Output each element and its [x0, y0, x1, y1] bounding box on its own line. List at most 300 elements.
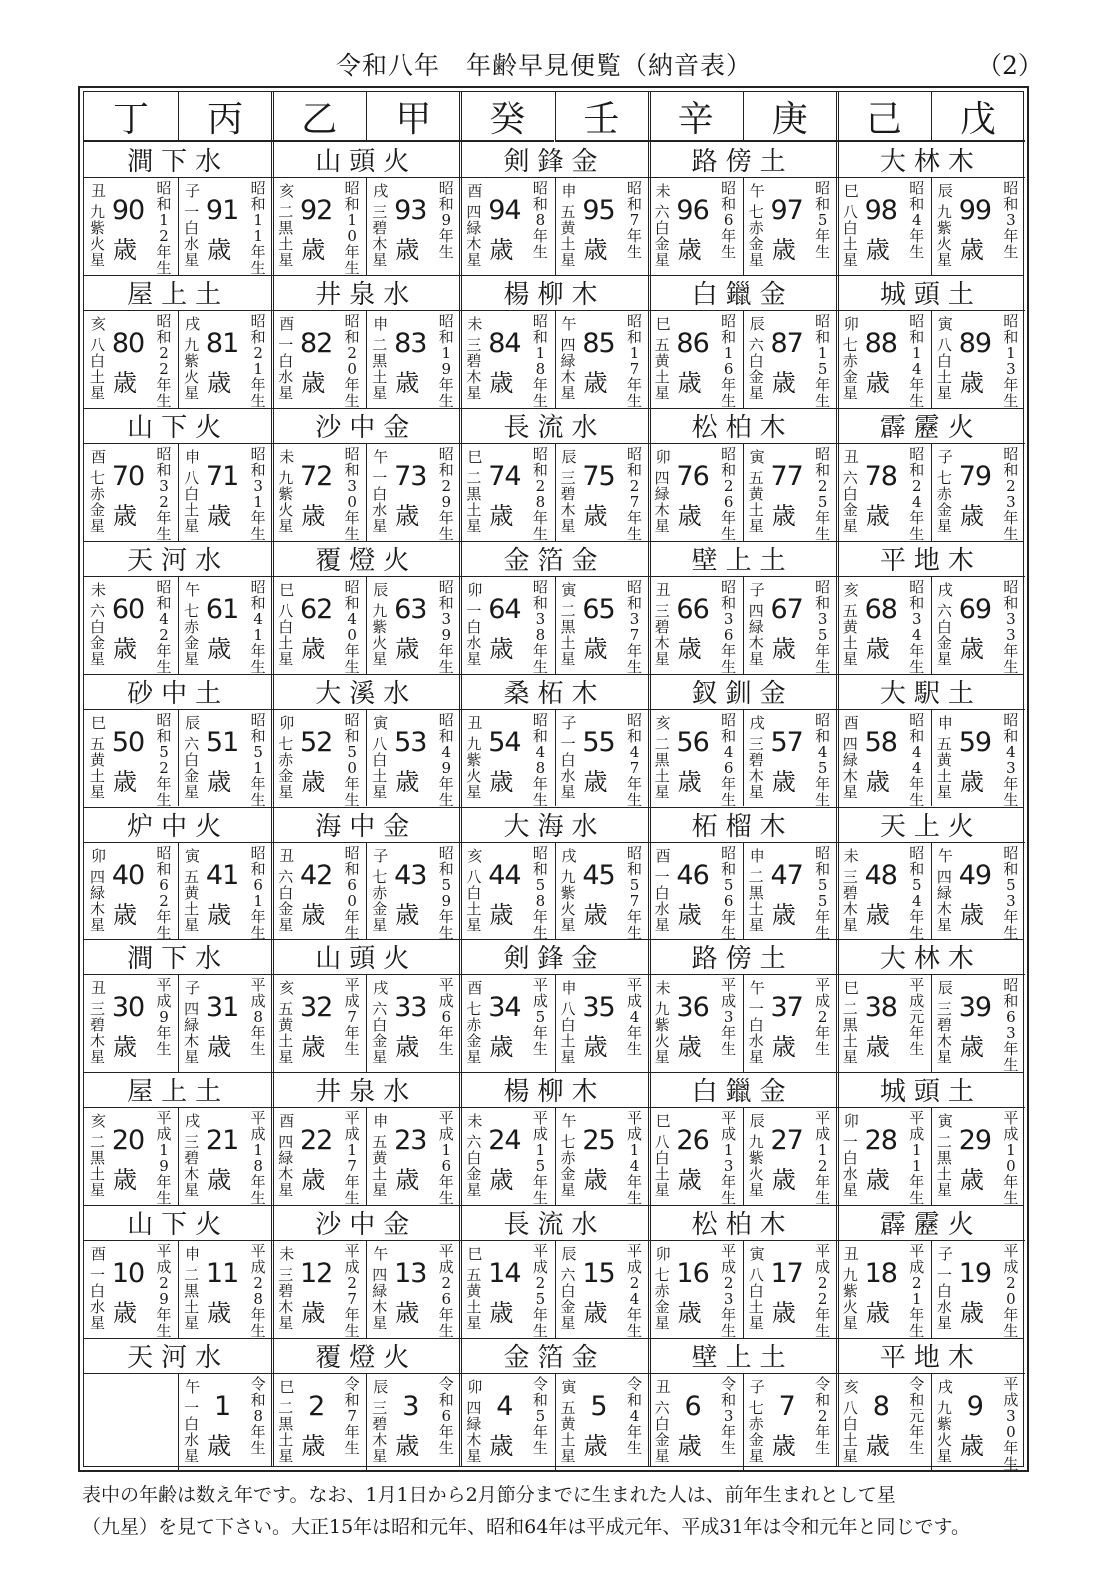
zodiac-sign: 辰 — [561, 447, 577, 466]
nine-star: 五黄土星 — [560, 203, 576, 269]
age-suffix: 歳 — [771, 1299, 796, 1328]
age-number: 71 — [205, 460, 239, 492]
age-number: 5 — [590, 1391, 607, 1423]
age-suffix: 歳 — [301, 1166, 326, 1195]
birth-year: 昭和23年生 — [1003, 444, 1019, 543]
birth-year: 昭和13年生 — [1003, 311, 1019, 410]
age-suffix: 歳 — [113, 368, 137, 397]
zodiac-sign: 酉 — [655, 846, 671, 865]
age-suffix: 歳 — [959, 900, 984, 929]
age-number: 92 — [300, 195, 333, 226]
zodiac-sign: 寅 — [561, 580, 577, 599]
age-number: 22 — [300, 1125, 333, 1157]
age-cell — [555, 1241, 649, 1341]
zodiac-sign: 辰 — [749, 1112, 765, 1131]
age-number: 83 — [394, 327, 427, 359]
birth-year: 昭和19年生 — [438, 311, 454, 410]
zodiac-sign: 寅 — [937, 1112, 953, 1131]
nayin-label: 井泉水 — [272, 1072, 460, 1108]
age-cell — [84, 577, 178, 676]
age-cell — [272, 710, 366, 809]
age-number: 1 — [214, 1391, 231, 1423]
age-cell — [743, 311, 837, 410]
birth-year: 平成7年生 — [344, 976, 360, 1059]
nine-star: 七赤金星 — [372, 867, 388, 934]
age-cell — [555, 444, 649, 543]
age-suffix: 歳 — [677, 501, 702, 530]
age-cell — [743, 178, 837, 274]
stem-header: 癸 — [460, 92, 554, 142]
birth-year: 平成18年生 — [250, 1109, 266, 1208]
age-suffix: 歳 — [865, 1033, 890, 1062]
age-cell — [178, 1374, 272, 1470]
age-suffix: 歳 — [489, 634, 514, 663]
zodiac-sign: 丑 — [655, 1378, 671, 1397]
age-cell — [272, 311, 366, 410]
birth-year: 令和4年生 — [626, 1375, 642, 1458]
nine-star: 六白金星 — [748, 335, 764, 402]
age-suffix: 歳 — [207, 900, 232, 929]
nine-star: 九紫火星 — [560, 867, 576, 934]
nayin-label: 柘榴木 — [649, 807, 837, 843]
age-suffix: 歳 — [489, 767, 514, 796]
nine-star: 九紫火星 — [372, 601, 388, 668]
age-number: 69 — [958, 593, 992, 625]
age-number: 43 — [394, 859, 427, 891]
nayin-label: 覆燈火 — [272, 1338, 460, 1374]
nine-star: 一白水星 — [560, 734, 576, 801]
birth-year: 昭和55年生 — [815, 843, 831, 942]
age-number: 72 — [300, 460, 333, 492]
age-number: 44 — [488, 859, 521, 891]
age-number: 81 — [205, 327, 239, 359]
birth-year: 平成24年生 — [626, 1242, 642, 1341]
nayin-label: 屋上土 — [84, 1072, 272, 1108]
zodiac-sign: 巳 — [655, 314, 671, 333]
age-suffix: 歳 — [771, 634, 796, 663]
zodiac-sign: 丑 — [279, 846, 295, 865]
age-suffix: 歳 — [865, 1166, 890, 1195]
age-number: 7 — [778, 1391, 795, 1423]
zodiac-sign: 寅 — [561, 1378, 577, 1397]
age-number: 20 — [111, 1125, 145, 1157]
age-cell — [178, 1241, 272, 1341]
zodiac-sign: 巳 — [843, 979, 859, 998]
age-number: 36 — [676, 992, 709, 1024]
zodiac-sign: 寅 — [749, 447, 765, 466]
age-cell — [837, 843, 931, 942]
age-number: 55 — [582, 726, 615, 758]
zodiac-sign: 酉 — [91, 447, 107, 466]
age-number: 49 — [958, 859, 992, 891]
age-number: 75 — [582, 460, 615, 492]
zodiac-sign: 申 — [373, 314, 389, 333]
zodiac-sign: 亥 — [843, 580, 859, 599]
zodiac-sign: 午 — [749, 182, 765, 200]
zodiac-sign: 辰 — [373, 1378, 389, 1397]
age-number: 24 — [488, 1125, 521, 1157]
nine-star: 五黄土星 — [936, 734, 952, 801]
age-cell — [555, 975, 649, 1071]
nayin-label: 剣鋒金 — [460, 939, 648, 975]
age-suffix: 歳 — [865, 1299, 890, 1328]
age-number: 11 — [205, 1258, 239, 1290]
age-number: 62 — [300, 593, 333, 625]
zodiac-sign: 丑 — [843, 447, 859, 466]
age-cell — [84, 975, 178, 1071]
age-cell — [272, 843, 366, 942]
nine-star: 二黒土星 — [842, 1000, 858, 1067]
nine-star: 五黄土星 — [560, 1399, 576, 1466]
age-cell — [272, 1374, 366, 1470]
nayin-label: 長流水 — [460, 1205, 648, 1241]
birth-year: 平成15年生 — [532, 1109, 548, 1208]
age-number: 47 — [770, 859, 803, 891]
age-suffix: 歳 — [489, 501, 514, 530]
nine-star: 九紫火星 — [748, 1133, 764, 1200]
age-suffix: 歳 — [865, 767, 890, 796]
birth-year: 平成20年生 — [1003, 1242, 1019, 1341]
age-number: 60 — [111, 593, 145, 625]
age-cell — [649, 311, 743, 410]
age-number: 37 — [770, 992, 803, 1024]
nine-star: 六白金星 — [372, 1000, 388, 1067]
age-suffix: 歳 — [959, 634, 984, 663]
nine-star: 六白金星 — [466, 1133, 482, 1200]
age-cell — [649, 843, 743, 942]
age-cell — [555, 577, 649, 676]
age-cell — [178, 843, 272, 942]
stem-divider — [743, 92, 744, 142]
age-cell — [460, 311, 554, 410]
nine-star: 三碧木星 — [842, 867, 858, 934]
birth-year: 平成27年生 — [344, 1242, 360, 1341]
birth-year: 平成17年生 — [344, 1109, 360, 1208]
age-suffix: 歳 — [771, 767, 796, 796]
age-cell — [366, 975, 460, 1071]
nine-star: 六白金星 — [936, 601, 952, 668]
stem-header: 辛 — [649, 92, 743, 142]
age-number: 15 — [582, 1258, 615, 1290]
nine-star: 四緑木星 — [90, 867, 106, 934]
birth-year: 平成29年生 — [156, 1242, 172, 1341]
age-suffix: 歳 — [771, 501, 796, 530]
age-suffix: 歳 — [301, 767, 326, 796]
age-number: 77 — [770, 460, 803, 492]
age-suffix: 歳 — [959, 1299, 984, 1328]
age-cell — [837, 178, 931, 274]
nine-star: 一白水星 — [654, 867, 670, 934]
birth-year: 平成5年生 — [532, 976, 548, 1059]
nine-star: 六白金星 — [654, 1399, 670, 1466]
age-suffix: 歳 — [865, 368, 890, 397]
age-number: 46 — [676, 859, 709, 891]
nine-star: 三碧木星 — [654, 601, 670, 668]
birth-year: 昭和42年生 — [156, 577, 172, 676]
zodiac-sign: 戌 — [373, 979, 389, 998]
age-suffix: 歳 — [583, 1033, 608, 1062]
nine-star: 六白金星 — [184, 734, 200, 801]
age-number: 39 — [958, 992, 992, 1024]
zodiac-sign: 巳 — [279, 580, 295, 599]
age-cell — [743, 710, 837, 809]
age-number: 59 — [958, 726, 992, 758]
nine-star: 九紫火星 — [466, 734, 482, 801]
age-suffix: 歳 — [489, 236, 514, 264]
nine-star: 七赤金星 — [842, 335, 858, 402]
nine-star: 八白土星 — [560, 1000, 576, 1067]
nine-star: 三碧木星 — [278, 1266, 294, 1333]
zodiac-sign: 戌 — [937, 1378, 953, 1397]
age-number: 76 — [676, 460, 709, 492]
nine-star: 一白水星 — [748, 1000, 764, 1067]
nine-star: 四緑木星 — [372, 1266, 388, 1333]
birth-year: 平成28年生 — [250, 1242, 266, 1341]
birth-year: 昭和62年生 — [156, 843, 172, 942]
age-suffix: 歳 — [771, 1033, 796, 1062]
zodiac-sign: 未 — [467, 1112, 483, 1131]
age-cell — [743, 444, 837, 543]
age-cell — [837, 444, 931, 543]
zodiac-sign: 亥 — [91, 314, 107, 333]
age-number: 89 — [958, 327, 992, 359]
birth-year: 昭和35年生 — [815, 577, 831, 676]
nine-star: 九紫火星 — [184, 335, 200, 402]
age-number: 97 — [770, 195, 803, 226]
nine-star: 三碧木星 — [372, 1399, 388, 1466]
age-suffix: 歳 — [301, 900, 326, 929]
age-number: 19 — [958, 1258, 992, 1290]
age-suffix: 歳 — [583, 501, 608, 530]
zodiac-sign: 午 — [373, 447, 389, 466]
age-suffix: 歳 — [771, 236, 796, 264]
age-number: 32 — [300, 992, 333, 1024]
stem-divider — [555, 92, 556, 142]
age-number: 2 — [308, 1391, 325, 1423]
birth-year: 昭和32年生 — [156, 444, 172, 543]
age-number: 26 — [676, 1125, 709, 1157]
birth-year: 昭和58年生 — [532, 843, 548, 942]
age-suffix: 歳 — [207, 1033, 232, 1062]
zodiac-sign: 亥 — [279, 979, 295, 998]
zodiac-sign: 戌 — [185, 314, 201, 333]
nine-star: 六白金星 — [654, 203, 670, 269]
age-cell — [460, 1374, 554, 1470]
nine-star: 八白土星 — [748, 1266, 764, 1333]
age-number: 25 — [582, 1125, 615, 1157]
age-number: 65 — [582, 593, 615, 625]
nine-star: 七赤金星 — [748, 203, 764, 269]
birth-year: 昭和24年生 — [909, 444, 925, 543]
age-cell — [931, 710, 1025, 809]
birth-year: 令和8年生 — [250, 1375, 266, 1458]
nine-star: 七赤金星 — [936, 468, 952, 535]
age-number: 28 — [864, 1125, 897, 1157]
birth-year: 昭和36年生 — [721, 577, 737, 676]
age-number: 30 — [111, 992, 145, 1024]
age-cell — [555, 311, 649, 410]
birth-year: 平成2年生 — [815, 976, 831, 1059]
age-cell — [460, 178, 554, 274]
age-cell — [743, 843, 837, 942]
age-number: 80 — [111, 327, 145, 359]
birth-year: 昭和51年生 — [250, 710, 266, 809]
birth-year: 平成19年生 — [156, 1109, 172, 1208]
age-number: 61 — [205, 593, 239, 625]
zodiac-sign: 未 — [655, 979, 671, 998]
age-cell — [178, 975, 272, 1071]
age-suffix: 歳 — [677, 236, 702, 264]
birth-year: 昭和15年生 — [815, 311, 831, 410]
age-suffix: 歳 — [489, 900, 514, 929]
age-number: 79 — [958, 460, 992, 492]
stem-header: 丁 — [84, 92, 178, 142]
age-cell — [931, 975, 1025, 1075]
nayin-label: 澗下水 — [84, 142, 272, 178]
age-suffix: 歳 — [771, 900, 796, 929]
age-suffix: 歳 — [207, 501, 232, 530]
age-suffix: 歳 — [865, 900, 890, 929]
nine-star: 四緑木星 — [466, 203, 482, 269]
age-number: 6 — [684, 1391, 701, 1423]
stem-header: 戊 — [931, 92, 1025, 142]
age-cell — [460, 843, 554, 942]
age-number: 57 — [770, 726, 803, 758]
nayin-label: 炉中火 — [84, 807, 272, 843]
age-cell — [931, 1374, 1025, 1474]
age-cell — [649, 710, 743, 809]
nine-star: 四緑木星 — [842, 734, 858, 801]
age-number: 53 — [394, 726, 427, 758]
birth-year: 昭和60年生 — [344, 843, 360, 942]
zodiac-sign: 酉 — [467, 182, 483, 200]
nine-star: 五黄土星 — [184, 867, 200, 934]
age-suffix: 歳 — [583, 1432, 608, 1461]
zodiac-sign: 戌 — [937, 580, 953, 599]
age-number: 13 — [394, 1258, 427, 1290]
age-suffix: 歳 — [207, 1432, 232, 1461]
birth-year: 昭和29年生 — [438, 444, 454, 543]
age-cell — [743, 1108, 837, 1208]
zodiac-sign: 午 — [937, 846, 953, 865]
nine-star: 五黄土星 — [278, 1000, 294, 1067]
nine-star: 九紫火星 — [842, 1266, 858, 1333]
nine-star: 五黄土星 — [466, 1266, 482, 1333]
age-suffix: 歳 — [301, 1432, 326, 1461]
age-cell — [837, 1241, 931, 1341]
zodiac-sign: 午 — [561, 314, 577, 333]
age-suffix: 歳 — [301, 634, 326, 663]
nine-star: 二黒土星 — [90, 1133, 106, 1200]
zodiac-sign: 未 — [279, 1245, 295, 1264]
nine-star: 二黒土星 — [560, 601, 576, 668]
nayin-label: 大林木 — [837, 939, 1025, 975]
age-cell — [931, 1241, 1025, 1341]
age-suffix: 歳 — [395, 501, 420, 530]
zodiac-sign: 未 — [279, 447, 295, 466]
nine-star: 四緑木星 — [278, 1133, 294, 1200]
birth-year: 平成9年生 — [156, 976, 172, 1059]
stem-header: 乙 — [272, 92, 366, 142]
age-suffix: 歳 — [677, 767, 702, 796]
age-cell — [555, 1108, 649, 1208]
age-suffix: 歳 — [865, 634, 890, 663]
stem-header: 己 — [837, 92, 931, 142]
birth-year: 平成13年生 — [721, 1109, 737, 1208]
nayin-label: 山頭火 — [272, 939, 460, 975]
zodiac-sign: 寅 — [749, 1245, 765, 1264]
age-number: 4 — [496, 1391, 513, 1423]
zodiac-sign: 辰 — [749, 314, 765, 333]
nine-star: 六白金星 — [560, 1266, 576, 1333]
zodiac-sign: 午 — [185, 580, 201, 599]
nayin-label: 路傍土 — [649, 939, 837, 975]
nayin-label: 大海水 — [460, 807, 648, 843]
age-number: 21 — [205, 1125, 239, 1157]
zodiac-sign: 未 — [91, 580, 107, 599]
age-suffix: 歳 — [959, 1033, 984, 1062]
age-cell — [931, 1108, 1025, 1208]
birth-year: 平成26年生 — [438, 1242, 454, 1341]
age-suffix: 歳 — [677, 1432, 702, 1461]
zodiac-sign: 卯 — [655, 447, 671, 466]
age-cell — [178, 311, 272, 410]
nine-star: 九紫火星 — [278, 468, 294, 535]
nine-star: 四緑木星 — [748, 601, 764, 668]
zodiac-sign: 丑 — [91, 979, 107, 998]
age-number: 56 — [676, 726, 709, 758]
age-cell — [84, 710, 178, 809]
zodiac-sign: 申 — [749, 846, 765, 865]
birth-year: 昭和59年生 — [438, 843, 454, 942]
age-number: 34 — [488, 992, 521, 1024]
age-cell — [649, 1374, 743, 1470]
birth-year: 昭和39年生 — [438, 577, 454, 676]
nine-star: 二黒土星 — [372, 335, 388, 402]
age-cell — [649, 178, 743, 274]
table-grid — [83, 91, 1024, 1474]
age-cell — [178, 577, 272, 676]
zodiac-sign: 卯 — [843, 314, 859, 333]
nayin-label: 天河水 — [84, 541, 272, 577]
nine-star: 一白水星 — [466, 601, 482, 668]
age-suffix: 歳 — [395, 1432, 420, 1461]
age-number: 91 — [205, 195, 239, 226]
age-number: 33 — [394, 992, 427, 1024]
age-suffix: 歳 — [583, 634, 608, 663]
birth-year: 昭和6年生 — [721, 179, 737, 261]
zodiac-sign: 酉 — [467, 979, 483, 998]
age-suffix: 歳 — [113, 1166, 137, 1195]
nine-star: 九紫火星 — [90, 203, 106, 269]
age-cell — [366, 1108, 460, 1208]
age-cell — [555, 843, 649, 942]
age-suffix: 歳 — [489, 368, 514, 397]
age-number: 68 — [864, 593, 897, 625]
nayin-label: 桑柘木 — [460, 674, 648, 710]
nayin-label: 山下火 — [84, 1205, 272, 1241]
nayin-label: 大溪水 — [272, 674, 460, 710]
zodiac-sign: 卯 — [655, 1245, 671, 1264]
age-number: 27 — [770, 1125, 803, 1157]
zodiac-sign: 戌 — [749, 713, 765, 732]
birth-year: 昭和61年生 — [250, 843, 266, 942]
zodiac-sign: 卯 — [279, 713, 295, 732]
age-suffix: 歳 — [865, 236, 890, 264]
nayin-label: 長流水 — [460, 408, 648, 444]
age-suffix: 歳 — [207, 1166, 232, 1195]
zodiac-sign: 戌 — [373, 182, 389, 200]
